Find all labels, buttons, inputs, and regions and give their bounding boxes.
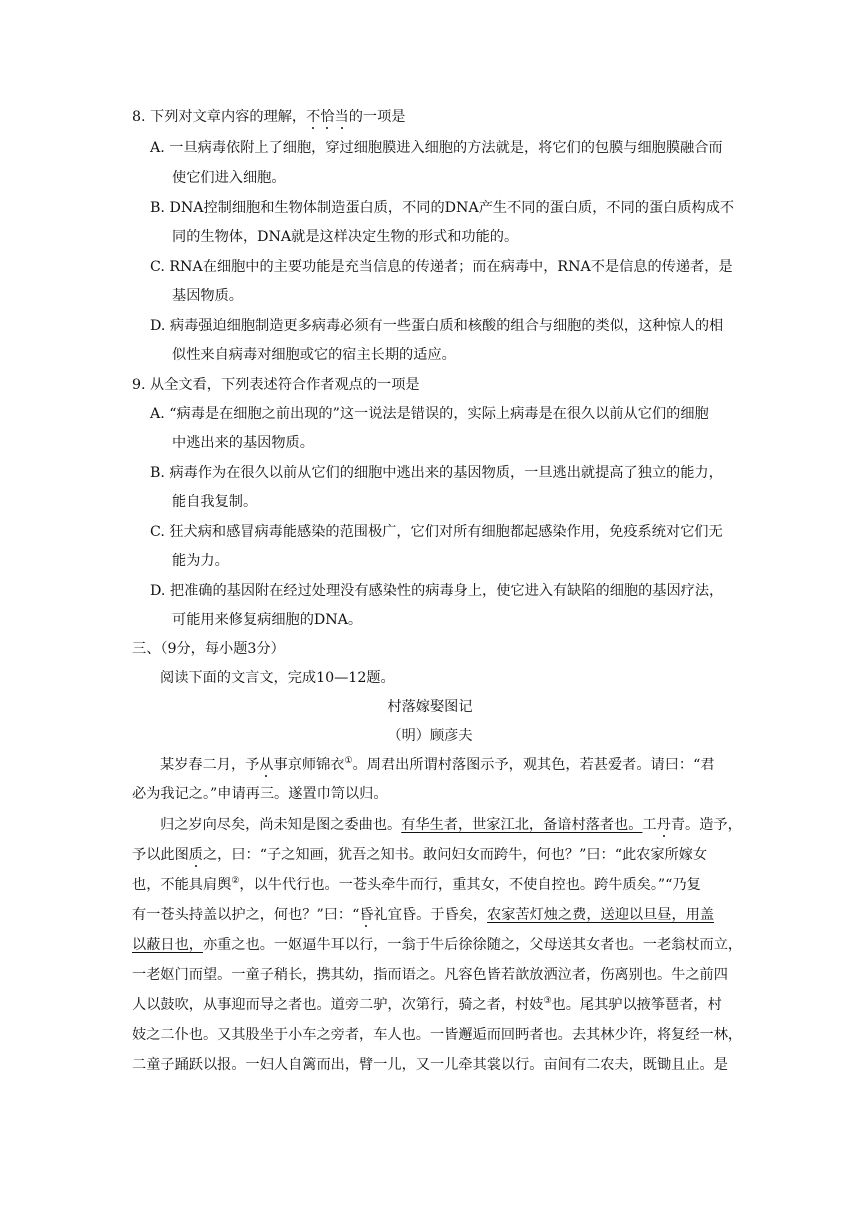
passage-line: 予以此图质之，曰：“子之知画，犹吾之知书。敢问妇女而跨牛，何也？”曰：“此农家所嫁女 xyxy=(132,847,708,863)
passage-line: 必为我记之。”申请再三。遂置巾笥以归。 xyxy=(132,786,388,802)
passage-line: 二童子踊跃以报。一妇人自篱而出，臂一儿，又一儿牵其裳以行。亩间有二农夫，既锄且止。是 xyxy=(132,1057,728,1073)
emphasis-dot: 不 xyxy=(306,109,321,125)
passage-line: 人以鼓吹，从事迎而导之者也。道旁二驴，次第行，骑之者，村妓③也。尾其驴以掖筝琶者，村 xyxy=(132,996,722,1013)
passage-title: 村落嫁娶图记 xyxy=(387,699,473,715)
q9-option-c: C. 狂犬病和感冒病毒能感染的范围极广，它们对所有细胞都起感染作用，免疫系统对它们无 xyxy=(150,524,723,540)
q9-option-c-cont: 能为力。 xyxy=(172,553,229,569)
q9-option-b: B. 病毒作为在很久以前从它们的细胞中逃出来的基因物质，一旦逃出就提高了独立的能力， xyxy=(150,465,723,481)
emphasis-dot: 当 xyxy=(334,109,349,125)
q8-option-c: C. RNA在细胞中的主要功能是充当信息的传递者；而在病毒中，RNA不是信息的传递者，是 xyxy=(150,259,733,275)
footnote-marker: ② xyxy=(231,876,240,886)
q8-option-b: B. DNA控制细胞和生物体制造蛋白质，不同的DNA产生不同的蛋白质，不同的蛋白质构成不 xyxy=(150,200,735,216)
q8-stem: 8. 下列对文章内容的理解，不恰当的一项是 xyxy=(132,109,406,125)
q9-option-a-cont: 中逃出来的基因物质。 xyxy=(172,435,314,451)
q9-option-d: D. 把准确的基因附在经过处理没有感染性的病毒身上，使它进入有缺陷的细胞的基因疗法， xyxy=(150,583,724,599)
q8-option-a: A. 一旦病毒依附上了细胞，穿过细胞膜进入细胞的方法就是，将它们的包膜与细胞膜融合而 xyxy=(150,140,723,156)
emphasis-dot: 恰 xyxy=(320,109,335,125)
q8-option-d: D. 病毒强迫细胞制造更多病毒必须有一些蛋白质和核酸的组合与细胞的类似，这种惊人的相 xyxy=(150,318,724,334)
underlined-sentence: 农家苦灯烛之费，送迎以旦昼，用盖 xyxy=(487,907,715,923)
q9-option-a: A. “病毒是在细胞之前出现的”这一说法是错误的，实际上病毒是在很久以前从它们的细胞 xyxy=(150,406,709,422)
passage-line: 也，不能具肩舆②，以牛代行也。一苍头牵牛而行，重其女，不使自控也。跨牛质矣。”“乃复 xyxy=(132,876,701,893)
q9-option-d-cont: 可能用来修复病细胞的DNA。 xyxy=(172,612,363,628)
passage-line: 有一苍头持盖以护之，何也？”曰：“昏礼宜昏。于昏矣，农家苦灯烛之费，送迎以旦昼，用盖 xyxy=(132,907,715,923)
emphasis-dot: 昏 xyxy=(359,907,374,923)
emphasis-dot: 从 xyxy=(259,757,274,773)
underlined-sentence: 有华生者，世家江北，备谙村落者也。 xyxy=(401,817,643,833)
passage-author: （明）顾彦夫 xyxy=(387,728,473,744)
q9-stem: 9. 从全文看，下列表述符合作者观点的一项是 xyxy=(132,377,420,393)
q9-option-b-cont: 能自我复制。 xyxy=(172,494,258,510)
emphasis-dot: 质 xyxy=(188,847,203,863)
underlined-sentence: 以蔽日也， xyxy=(132,937,203,953)
passage-line: 归之岁向尽矣，尚未知是图之委曲也。有华生者，世家江北，备谙村落者也。工丹青。造予， xyxy=(160,817,742,833)
q8-option-c-cont: 基因物质。 xyxy=(172,288,243,304)
q8-option-d-cont: 似性来自病毒对细胞或它的宿主长期的适应。 xyxy=(172,347,456,363)
passage-line: 以蔽日也，亦重之也。一妪逼牛耳以行，一翁于牛后徐徐随之，父母送其女者也。一老翁杖而立， xyxy=(132,937,743,953)
section-heading: 三、（9分，每小题3分） xyxy=(132,641,285,657)
emphasis-dot: 丹 xyxy=(656,817,671,833)
q8-option-b-cont: 同的生物体，DNA就是这样决定生物的形式和功能的。 xyxy=(172,229,519,245)
q8-option-a-cont: 使它们进入细胞。 xyxy=(172,170,286,186)
section-instruction: 阅读下面的文言文，完成10—12题。 xyxy=(160,670,395,686)
passage-line: 一老妪门而望。一童子稍长，携其幼，指而语之。凡容色皆若歆放洒泣者，伤离别也。牛之前四 xyxy=(132,967,728,983)
footnote-marker: ③ xyxy=(543,996,552,1006)
footnote-marker: ① xyxy=(344,756,353,766)
passage-line: 妓之二仆也。又其股坐于小车之旁者，车人也。一皆邂逅而回眄者也。去其林少许，将复经一林， xyxy=(132,1027,743,1043)
passage-line: 某岁春二月，予从事京师锦衣①。周君出所谓村落图示予，观其色，若甚爱者。请曰：“君 xyxy=(160,756,715,773)
